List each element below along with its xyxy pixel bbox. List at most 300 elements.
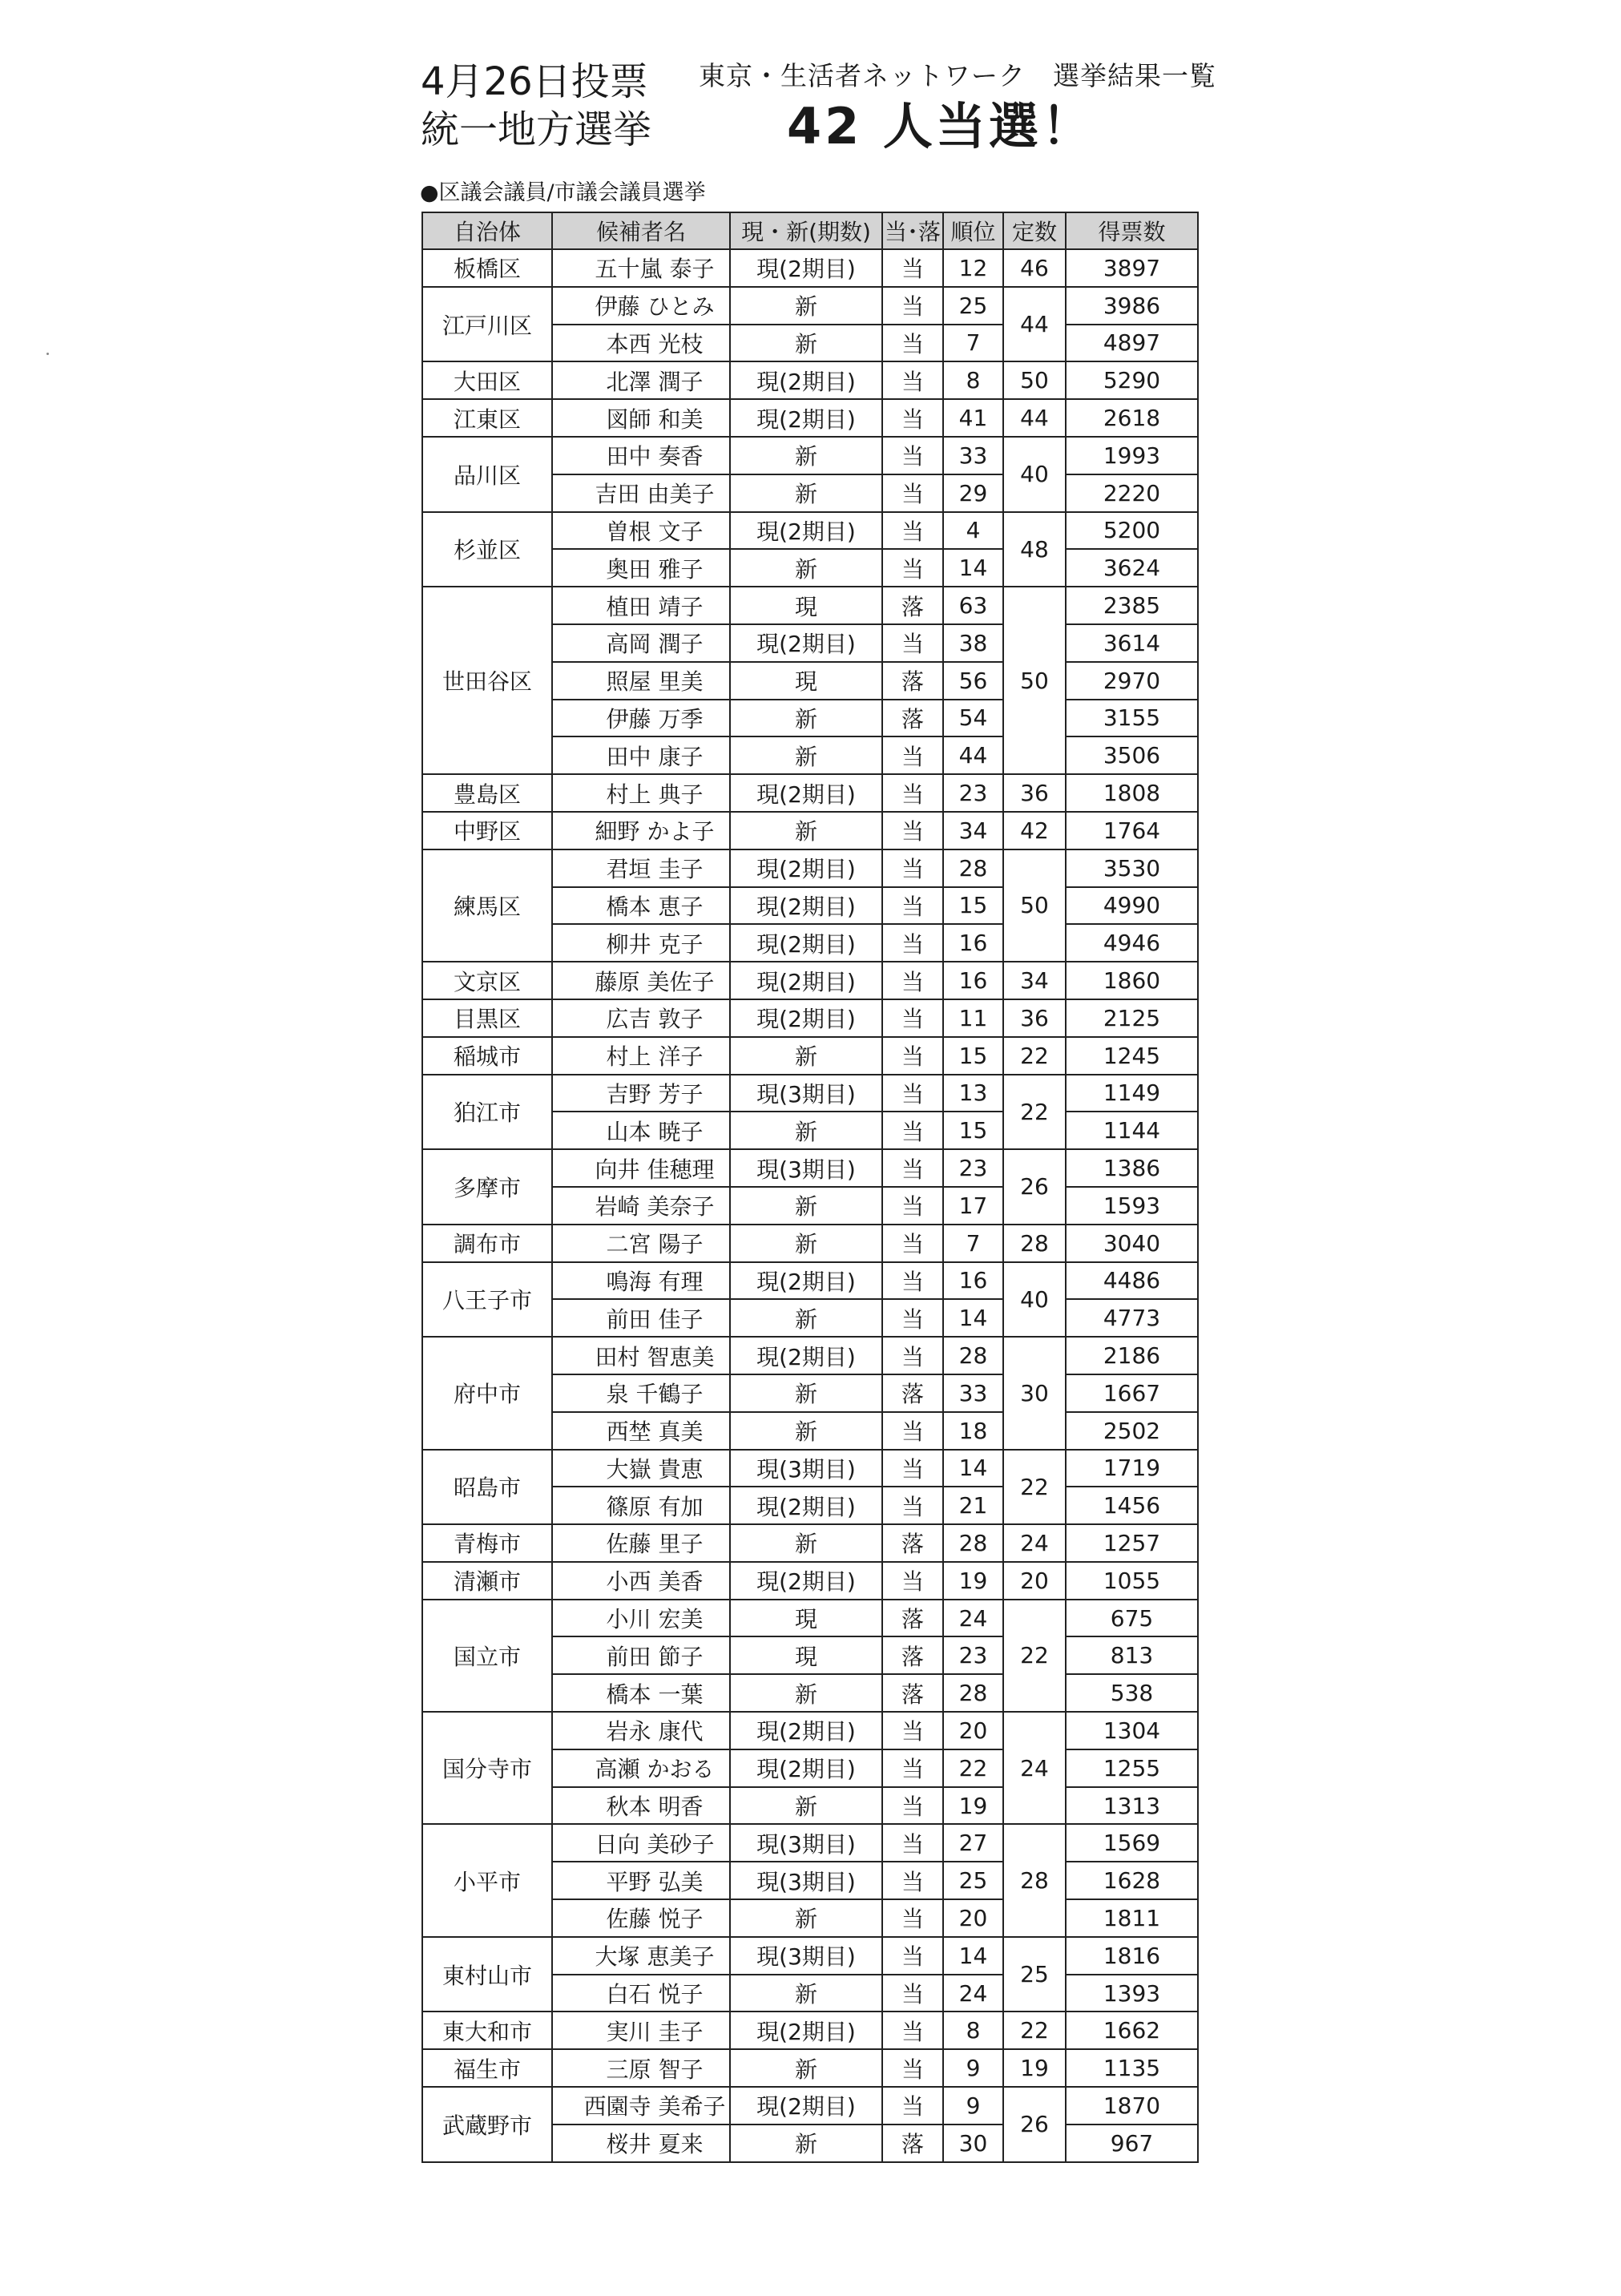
seats-cell: 36 [1003,999,1066,1037]
table-row [422,2087,1198,2125]
municipality-cell: 武蔵野市 [422,2087,552,2162]
candidate-name-cell: 橋本 一葉 [552,1674,730,1712]
result-cell: 当 [882,1862,943,1899]
rank-cell: 15 [943,1037,1003,1075]
votes-cell: 2385 [1066,587,1198,624]
municipality-cell: 多摩市 [422,1149,552,1225]
table-row [422,587,1198,624]
rank-cell: 22 [943,1749,1003,1787]
rank-cell: 20 [943,1899,1003,1937]
votes-cell: 5290 [1066,361,1198,399]
candidate-name-cell: 秋本 明香 [552,1787,730,1825]
status-cell: 現(2期目) [730,774,882,812]
candidate-name-cell: 伊藤 ひとみ [552,287,730,325]
candidate-name-cell: 村上 典子 [552,774,730,812]
municipality-cell: 狛江市 [422,1075,552,1150]
result-cell: 当 [882,1112,943,1149]
table-row [422,287,1198,325]
status-cell: 新 [730,1975,882,2012]
rank-cell: 9 [943,2049,1003,2087]
status-cell: 現(2期目) [730,249,882,287]
votes-cell: 3155 [1066,700,1198,737]
rank-cell: 38 [943,624,1003,662]
seats-cell: 24 [1003,1524,1066,1562]
table-row [422,437,1198,474]
votes-cell: 4773 [1066,1299,1198,1337]
municipality-cell: 清瀬市 [422,1562,552,1600]
result-cell: 当 [882,924,943,962]
votes-cell: 3506 [1066,736,1198,774]
seats-cell: 34 [1003,962,1066,999]
votes-cell: 3986 [1066,287,1198,325]
seats-cell: 50 [1003,361,1066,399]
votes-cell: 3614 [1066,624,1198,662]
seats-cell: 40 [1003,1262,1066,1338]
column-header: 現・新(期数) [730,212,882,249]
result-cell: 当 [882,1187,943,1225]
candidate-name-cell: 高岡 潤子 [552,624,730,662]
status-cell: 現(2期目) [730,2087,882,2125]
result-cell: 当 [882,736,943,774]
municipality-cell: 練馬区 [422,849,552,962]
table-row [422,512,1198,550]
seats-cell: 22 [1003,2012,1066,2049]
votes-cell: 4897 [1066,325,1198,362]
seats-cell: 19 [1003,2049,1066,2087]
status-cell: 現(2期目) [730,399,882,437]
seats-cell: 28 [1003,1225,1066,1262]
status-cell: 新 [730,1899,882,1937]
rank-cell: 8 [943,361,1003,399]
result-cell: 当 [882,1899,943,1937]
table-row [422,249,1198,287]
status-cell: 現(2期目) [730,887,882,925]
table-row [422,399,1198,437]
votes-cell: 3530 [1066,849,1198,887]
status-cell: 現(2期目) [730,1262,882,1300]
votes-cell: 675 [1066,1600,1198,1637]
rank-cell: 14 [943,549,1003,587]
status-cell: 現(2期目) [730,1712,882,1749]
status-cell: 現(2期目) [730,1749,882,1787]
status-cell: 現(2期目) [730,1562,882,1600]
status-cell: 現(2期目) [730,924,882,962]
candidate-name-cell: 柳井 克子 [552,924,730,962]
status-cell: 現(3期目) [730,1450,882,1487]
seats-cell: 25 [1003,1937,1066,2012]
status-cell: 現(3期目) [730,1149,882,1187]
rank-cell: 63 [943,587,1003,624]
result-cell: 当 [882,849,943,887]
rank-cell: 24 [943,1600,1003,1637]
seats-cell: 20 [1003,1562,1066,1600]
rank-cell: 11 [943,999,1003,1037]
table-row [422,1450,1198,1487]
seats-cell: 46 [1003,249,1066,287]
status-cell: 現 [730,1636,882,1674]
title-block [421,58,685,154]
result-cell: 落 [882,662,943,700]
votes-cell: 1304 [1066,1712,1198,1749]
headline: 42 人当選！ [787,97,1095,155]
municipality-cell: 大田区 [422,361,552,399]
result-cell: 当 [882,1337,943,1374]
status-cell: 新 [730,1187,882,1225]
table-row [422,774,1198,812]
column-header: 定数 [1003,212,1066,249]
rank-cell: 7 [943,1225,1003,1262]
rank-cell: 33 [943,1374,1003,1412]
result-cell: 当 [882,1937,943,1975]
votes-cell: 3624 [1066,549,1198,587]
municipality-cell: 文京区 [422,962,552,999]
candidate-name-cell: 二宮 陽子 [552,1225,730,1262]
rank-cell: 9 [943,2087,1003,2125]
status-cell: 現(2期目) [730,361,882,399]
candidate-name-cell: 日向 美砂子 [552,1824,730,1862]
result-cell: 当 [882,1225,943,1262]
candidate-name-cell: 泉 千鶴子 [552,1374,730,1412]
votes-cell: 1313 [1066,1787,1198,1825]
rank-cell: 33 [943,437,1003,474]
status-cell: 現 [730,587,882,624]
municipality-cell: 府中市 [422,1337,552,1449]
municipality-cell: 八王子市 [422,1262,552,1338]
candidate-name-cell: 小西 美香 [552,1562,730,1600]
result-cell: 当 [882,399,943,437]
votes-cell: 538 [1066,1674,1198,1712]
candidate-name-cell: 山本 暁子 [552,1112,730,1149]
table-row [422,999,1198,1037]
candidate-name-cell: 三原 智子 [552,2049,730,2087]
seats-cell: 50 [1003,587,1066,774]
status-cell: 現(3期目) [730,1862,882,1899]
municipality-cell: 品川区 [422,437,552,512]
table-row [422,962,1198,999]
rank-cell: 18 [943,1412,1003,1450]
table-row [422,812,1198,849]
status-cell: 新 [730,1037,882,1075]
status-cell: 新 [730,700,882,737]
status-cell: 新 [730,1524,882,1562]
result-cell: 落 [882,2125,943,2162]
candidate-name-cell: 藤原 美佐子 [552,962,730,999]
table-row [422,1149,1198,1187]
rank-cell: 28 [943,1674,1003,1712]
result-cell: 落 [882,700,943,737]
votes-cell: 2502 [1066,1412,1198,1450]
table-row [422,849,1198,887]
candidate-name-cell: 西園寺 美希子 [552,2087,730,2125]
status-cell: 新 [730,1225,882,1262]
votes-cell: 1808 [1066,774,1198,812]
rank-cell: 41 [943,399,1003,437]
candidate-name-cell: 五十嵐 泰子 [552,249,730,287]
status-cell: 新 [730,2049,882,2087]
candidate-name-cell: 植田 靖子 [552,587,730,624]
result-cell: 当 [882,512,943,550]
votes-cell: 967 [1066,2125,1198,2162]
result-cell: 当 [882,2012,943,2049]
rank-cell: 14 [943,1450,1003,1487]
result-cell: 当 [882,1412,943,1450]
votes-cell: 1628 [1066,1862,1198,1899]
rank-cell: 28 [943,1337,1003,1374]
result-cell: 当 [882,1749,943,1787]
rank-cell: 16 [943,924,1003,962]
candidate-name-cell: 本西 光枝 [552,325,730,362]
result-cell: 当 [882,1487,943,1524]
votes-cell: 813 [1066,1636,1198,1674]
rank-cell: 24 [943,1975,1003,2012]
candidate-name-cell: 佐藤 里子 [552,1524,730,1562]
candidate-name-cell: 前田 節子 [552,1636,730,1674]
result-cell: 当 [882,2049,943,2087]
status-cell: 新 [730,1112,882,1149]
result-cell: 落 [882,1674,943,1712]
votes-cell: 2618 [1066,399,1198,437]
votes-cell: 2220 [1066,474,1198,512]
rank-cell: 4 [943,512,1003,550]
seats-cell: 22 [1003,1037,1066,1075]
result-cell: 当 [882,1450,943,1487]
result-cell: 当 [882,1262,943,1300]
scan-speck [46,353,49,355]
candidate-name-cell: 岩永 康代 [552,1712,730,1749]
rank-cell: 23 [943,774,1003,812]
status-cell: 現 [730,1600,882,1637]
municipality-cell: 福生市 [422,2049,552,2087]
result-cell: 当 [882,361,943,399]
candidate-name-cell: 細野 かよ子 [552,812,730,849]
municipality-cell: 青梅市 [422,1524,552,1562]
rank-cell: 28 [943,849,1003,887]
seats-cell: 26 [1003,1149,1066,1225]
seats-cell: 22 [1003,1600,1066,1712]
seats-cell: 22 [1003,1075,1066,1150]
candidate-name-cell: 佐藤 悦子 [552,1899,730,1937]
status-cell: 新 [730,1299,882,1337]
votes-cell: 1135 [1066,2049,1198,2087]
section-title: ●区議会議員/市議会議員選挙 [420,180,706,205]
result-cell: 落 [882,1524,943,1562]
votes-cell: 3897 [1066,249,1198,287]
seats-cell: 44 [1003,399,1066,437]
candidate-name-cell: 北澤 潤子 [552,361,730,399]
rank-cell: 7 [943,325,1003,362]
result-cell: 当 [882,1149,943,1187]
table-row [422,1075,1198,1112]
status-cell: 新 [730,474,882,512]
candidate-name-cell: 大塚 恵美子 [552,1937,730,1975]
votes-cell: 1386 [1066,1149,1198,1187]
municipality-cell: 調布市 [422,1225,552,1262]
rank-cell: 28 [943,1524,1003,1562]
status-cell: 新 [730,325,882,362]
status-cell: 現(3期目) [730,1075,882,1112]
headline-block [699,58,1216,159]
rank-cell: 17 [943,1187,1003,1225]
results-table [421,212,1199,2163]
municipality-cell: 東村山市 [422,1937,552,2012]
candidate-name-cell: 実川 圭子 [552,2012,730,2049]
result-cell: 当 [882,774,943,812]
candidate-name-cell: 図師 和美 [552,399,730,437]
result-cell: 当 [882,325,943,362]
status-cell: 新 [730,1674,882,1712]
votes-cell: 4990 [1066,887,1198,925]
votes-cell: 2970 [1066,662,1198,700]
result-cell: 当 [882,1787,943,1825]
seats-cell: 30 [1003,1337,1066,1449]
result-cell: 当 [882,1712,943,1749]
rank-cell: 30 [943,2125,1003,2162]
candidate-name-cell: 西埜 真美 [552,1412,730,1450]
votes-cell: 1055 [1066,1562,1198,1600]
status-cell: 現(2期目) [730,1337,882,1374]
rank-cell: 14 [943,1937,1003,1975]
seats-cell: 22 [1003,1450,1066,1525]
column-header: 候補者名 [552,212,730,249]
candidate-name-cell: 曽根 文子 [552,512,730,550]
candidate-name-cell: 田村 智恵美 [552,1337,730,1374]
organization-title: 東京・生活者ネットワーク 選挙結果一覧 [699,60,1216,91]
candidate-name-cell: 小川 宏美 [552,1600,730,1637]
status-cell: 新 [730,1374,882,1412]
votes-cell: 1860 [1066,962,1198,999]
table-row [422,1562,1198,1600]
candidate-name-cell: 君垣 圭子 [552,849,730,887]
municipality-cell: 世田谷区 [422,587,552,774]
rank-cell: 12 [943,249,1003,287]
status-cell: 現(2期目) [730,962,882,999]
votes-cell: 1719 [1066,1450,1198,1487]
table-row [422,1337,1198,1374]
candidate-name-cell: 田中 奏香 [552,437,730,474]
candidate-name-cell: 白石 悦子 [552,1975,730,2012]
rank-cell: 20 [943,1712,1003,1749]
rank-cell: 15 [943,1112,1003,1149]
rank-cell: 34 [943,812,1003,849]
status-cell: 現(3期目) [730,1937,882,1975]
candidate-name-cell: 向井 佳穂理 [552,1149,730,1187]
municipality-cell: 小平市 [422,1824,552,1936]
seats-cell: 26 [1003,2087,1066,2162]
result-cell: 落 [882,1374,943,1412]
table-row [422,361,1198,399]
votes-cell: 1245 [1066,1037,1198,1075]
seats-cell: 24 [1003,1712,1066,1824]
seats-cell: 50 [1003,849,1066,962]
result-cell: 当 [882,1299,943,1337]
result-cell: 当 [882,437,943,474]
candidate-name-cell: 広吉 敦子 [552,999,730,1037]
candidate-name-cell: 大嶽 貴恵 [552,1450,730,1487]
municipality-cell: 国分寺市 [422,1712,552,1824]
votes-cell: 1393 [1066,1975,1198,2012]
table-row [422,1600,1198,1637]
result-cell: 当 [882,1562,943,1600]
municipality-cell: 稲城市 [422,1037,552,1075]
votes-cell: 1667 [1066,1374,1198,1412]
votes-cell: 4946 [1066,924,1198,962]
municipality-cell: 国立市 [422,1600,552,1712]
rank-cell: 44 [943,736,1003,774]
result-cell: 落 [882,587,943,624]
candidate-name-cell: 照屋 里美 [552,662,730,700]
table-row [422,1824,1198,1862]
rank-cell: 25 [943,1862,1003,1899]
municipality-cell: 板橋区 [422,249,552,287]
column-header: 当･落 [882,212,943,249]
seats-cell: 28 [1003,1824,1066,1936]
votes-cell: 1569 [1066,1824,1198,1862]
status-cell: 現(2期目) [730,1487,882,1524]
result-cell: 落 [882,1636,943,1674]
votes-cell: 2125 [1066,999,1198,1037]
votes-cell: 1149 [1066,1075,1198,1112]
table-row [422,1225,1198,1262]
rank-cell: 23 [943,1636,1003,1674]
votes-cell: 1811 [1066,1899,1198,1937]
rank-cell: 15 [943,887,1003,925]
table-row [422,1937,1198,1975]
result-cell: 当 [882,624,943,662]
municipality-cell: 中野区 [422,812,552,849]
column-header: 得票数 [1066,212,1198,249]
candidate-name-cell: 橋本 恵子 [552,887,730,925]
status-cell: 現(2期目) [730,999,882,1037]
municipality-cell: 江東区 [422,399,552,437]
votes-cell: 1993 [1066,437,1198,474]
rank-cell: 16 [943,1262,1003,1300]
rank-cell: 16 [943,962,1003,999]
status-cell: 新 [730,287,882,325]
candidate-name-cell: 平野 弘美 [552,1862,730,1899]
table-body [422,249,1198,2162]
seats-cell: 44 [1003,287,1066,362]
status-cell: 現(3期目) [730,1824,882,1862]
status-cell: 現 [730,662,882,700]
rank-cell: 29 [943,474,1003,512]
status-cell: 現(2期目) [730,849,882,887]
votes-cell: 2186 [1066,1337,1198,1374]
votes-cell: 1456 [1066,1487,1198,1524]
votes-cell: 5200 [1066,512,1198,550]
status-cell: 新 [730,736,882,774]
status-cell: 現(2期目) [730,624,882,662]
table-row [422,1262,1198,1300]
candidate-name-cell: 吉田 由美子 [552,474,730,512]
result-cell: 当 [882,999,943,1037]
votes-cell: 1870 [1066,2087,1198,2125]
rank-cell: 19 [943,1787,1003,1825]
result-cell: 当 [882,962,943,999]
candidate-name-cell: 鳴海 有理 [552,1262,730,1300]
candidate-name-cell: 吉野 芳子 [552,1075,730,1112]
municipality-cell: 昭島市 [422,1450,552,1525]
status-cell: 現(2期目) [730,2012,882,2049]
rank-cell: 25 [943,287,1003,325]
candidate-name-cell: 村上 洋子 [552,1037,730,1075]
municipality-cell: 目黒区 [422,999,552,1037]
votes-cell: 1257 [1066,1524,1198,1562]
rank-cell: 54 [943,700,1003,737]
column-header: 自治体 [422,212,552,249]
candidate-name-cell: 奥田 雅子 [552,549,730,587]
votes-cell: 4486 [1066,1262,1198,1300]
candidate-name-cell: 桜井 夏来 [552,2125,730,2162]
